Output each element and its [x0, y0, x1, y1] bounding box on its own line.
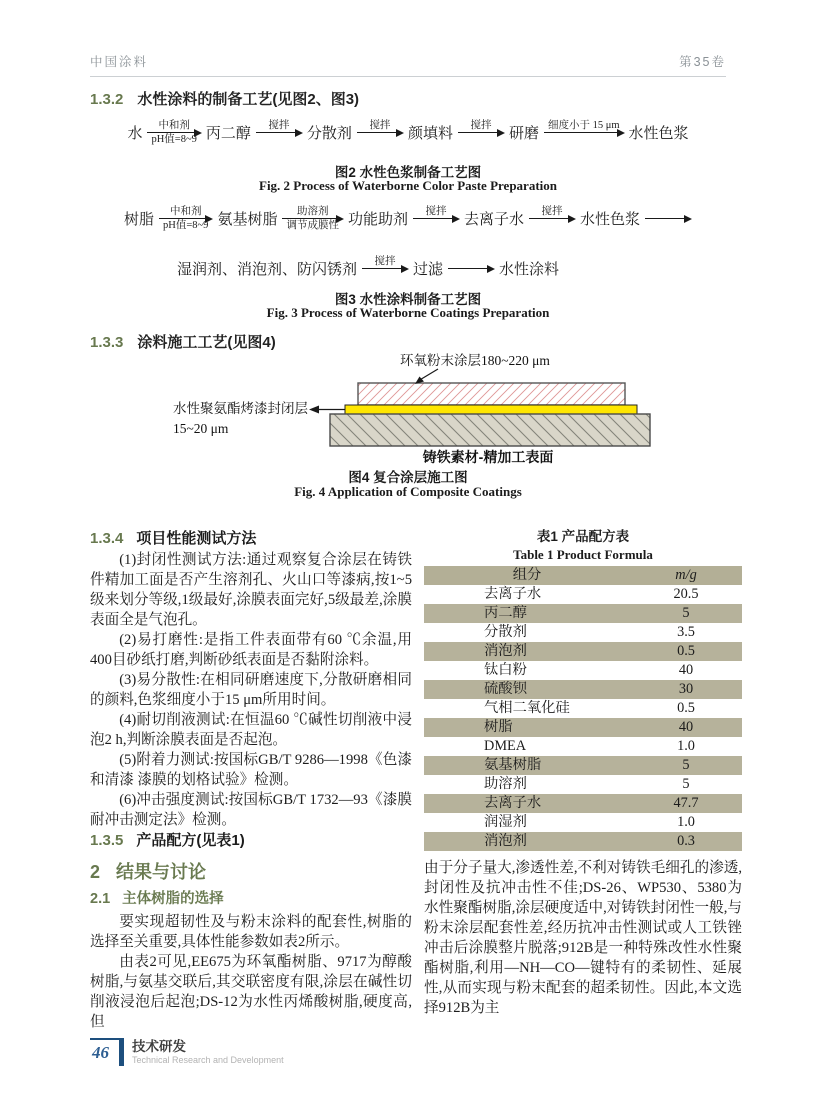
table-header-row — [424, 566, 742, 585]
sealing-layer-thickness: 15~20 μm — [173, 421, 229, 436]
paragraph: (5)附着力测试:按国标GB/T 9286—1998《色漆和清漆 漆膜的划格试验》检测。 — [90, 752, 412, 788]
arrow-line — [362, 268, 402, 269]
component-cell: 树脂 — [484, 719, 513, 735]
arrow-line — [645, 218, 685, 219]
fig4-caption-zh: 图4 复合涂层施工图 — [348, 470, 468, 485]
cast-iron-base — [330, 414, 650, 446]
component-cell: 消泡剂 — [484, 643, 527, 659]
section-number: 2.1 — [90, 891, 111, 907]
mass-cell: 20.5 — [673, 586, 699, 602]
paragraph: 由于分子量大,渗透性差,不利对铸铁毛细孔的渗透,封闭性及抗冲击性不佳;DS-26、WP530、5380为水性聚酯树脂,涂层硬度适中,对铸铁封闭性一般,与粉末涂层配套性差,经历抗冲击性测试或人工铁锉冲击后涂膜整片脱落;912B是一种特殊改性水性聚酯树脂,利用—NH—CO—键特有的柔韧性、延展性,从而实现与粉末配套的超柔韧性。因此,本文选择912B为主 — [424, 860, 742, 1016]
column-header-component: 组分 — [512, 567, 542, 583]
table1-title-zh: 表1 产品配方表 — [536, 529, 630, 544]
footer-department-zh: 技术研发 — [132, 1039, 186, 1054]
table-row — [424, 642, 742, 661]
mass-cell: 40 — [678, 719, 694, 735]
component-cell: 消泡剂 — [484, 833, 527, 849]
component-cell: DMEA — [484, 738, 527, 754]
fig3-caption-en: Fig. 3 Process of Waterborne Coatings Preparation — [266, 305, 550, 320]
footer-divider-bar — [119, 1038, 124, 1066]
epoxy-layer — [358, 383, 625, 405]
mass-cell: 47.7 — [673, 795, 699, 811]
sealing-layer-label: 水性聚氨酯烤漆封闭层 — [173, 401, 308, 416]
epoxy-layer-label: 环氧粉末涂层180~220 μm — [400, 353, 550, 368]
flow-arrow-trailing — [645, 205, 691, 232]
arrow-label-top: 细度小于 15 μm — [547, 120, 620, 131]
product-formula-table — [424, 566, 742, 851]
column-header-mass: m/g — [675, 567, 697, 583]
paragraph: (3)易分散性:在相同研磨速度下,分散研磨相同的颜料,色浆细度小于15 μm所用时间。 — [90, 672, 412, 708]
arrow-label-top: 搅拌 — [425, 206, 447, 217]
component-cell: 丙二醇 — [484, 605, 527, 621]
arrow-label-bottom: pH值=8~9 — [151, 134, 197, 145]
mass-cell: 1.0 — [677, 738, 695, 754]
section-number: 1.3.2 — [90, 91, 124, 108]
flow-arrow — [458, 119, 504, 146]
volume-label: 第35卷 — [679, 55, 726, 69]
component-cell: 钛白粉 — [484, 662, 527, 678]
table-row — [424, 813, 742, 832]
section-heading-21 — [90, 889, 412, 910]
section-number: 1.3.5 — [90, 832, 124, 849]
arrow-label-bottom: 调节成膜性 — [286, 220, 339, 231]
mass-cell: 3.5 — [677, 624, 695, 640]
flow-node: 研磨 — [508, 126, 539, 142]
paragraph: (6)冲击强度测试:按国标GB/T 1732—93《漆膜耐冲击测定法》检测。 — [90, 792, 412, 828]
table-row — [424, 775, 742, 794]
flow-node: 水性色浆 — [628, 126, 689, 142]
section-title: 主体树脂的选择 — [122, 891, 224, 907]
flow-arrow — [147, 119, 200, 146]
footer-department-en: Technical Research and Development — [132, 1055, 284, 1065]
running-head — [90, 52, 726, 77]
flow-arrow — [544, 119, 624, 146]
arrow-label-bottom — [544, 133, 624, 146]
flow-arrow — [159, 205, 212, 232]
right-column — [424, 528, 742, 1018]
journal-name: 中国涂料 — [90, 55, 149, 69]
component-cell: 去离子水 — [484, 795, 542, 811]
flow-arrow — [413, 205, 459, 232]
mass-cell: 0.5 — [677, 643, 695, 659]
paragraph: 由表2可见,EE675为环氧酯树脂、9717为醇酸树脂,与氨基交联后,其交联密度有限,涂层在碱性切削液浸泡后起泡;DS-12为水性丙烯酸树脂,硬度高,但 — [90, 954, 412, 1030]
fig3-flow-diagram-line2 — [175, 255, 561, 282]
flow-node: 颜填料 — [407, 126, 453, 142]
fig2-caption-zh: 图2 水性色浆制备工艺图 — [334, 165, 482, 180]
flow-arrow — [282, 205, 343, 232]
section-heading-2 — [90, 859, 412, 885]
arrow-label-bottom: pH值=8~9 — [163, 220, 209, 231]
flow-arrow — [448, 255, 494, 282]
pointer-arrowhead-left — [309, 406, 319, 414]
arrow-label-top: 搅拌 — [268, 120, 290, 131]
flow-arrow — [529, 205, 575, 232]
component-cell: 氨基树脂 — [484, 757, 542, 773]
fig3-flow-diagram-line1 — [90, 205, 726, 232]
flow-arrow — [362, 255, 408, 282]
table-row — [424, 737, 742, 756]
component-cell: 助溶剂 — [484, 776, 527, 792]
section-title: 涂料施工工艺(见图4) — [137, 334, 276, 351]
flow-node: 去离子水 — [463, 212, 524, 228]
sealing-layer — [345, 405, 637, 414]
mass-cell: 1.0 — [677, 814, 695, 830]
arrow-label-top: 搅拌 — [374, 256, 396, 267]
mass-cell: 0.3 — [677, 833, 695, 849]
flow-node: 分散剂 — [306, 126, 352, 142]
paragraph: (2)易打磨性:是指工件表面带有60 ℃余温,用400目砂纸打磨,判断砂纸表面是否黏附涂料。 — [90, 632, 412, 668]
arrow-line — [357, 132, 397, 133]
section-heading-133 — [90, 331, 276, 352]
left-column — [90, 528, 412, 1032]
table1-title-en: Table 1 Product Formula — [513, 547, 653, 562]
section-number: 2 — [90, 862, 101, 882]
footer-department — [132, 1038, 284, 1066]
page-number: 46 — [90, 1038, 119, 1066]
fig4-caption-en: Fig. 4 Application of Composite Coatings — [294, 484, 522, 499]
component-cell: 润湿剂 — [484, 814, 527, 830]
component-cell: 分散剂 — [484, 624, 527, 640]
mass-cell: 5 — [682, 776, 690, 792]
arrow-line — [529, 218, 569, 219]
component-cell: 去离子水 — [484, 586, 542, 602]
flow-node: 水 — [127, 126, 143, 142]
table-row — [424, 718, 742, 737]
table-row — [424, 680, 742, 699]
table-row — [424, 699, 742, 718]
section-title: 产品配方(见表1) — [136, 832, 245, 849]
component-cell: 气相二氧化硅 — [484, 700, 570, 716]
arrow-line — [159, 218, 206, 219]
component-cell: 硫酸钡 — [484, 681, 527, 697]
flow-node: 功能助剂 — [347, 212, 408, 228]
section-title: 结果与讨论 — [116, 862, 207, 882]
arrow-label-top: 搅拌 — [369, 120, 391, 131]
arrow-label-top: 中和剂 — [169, 206, 202, 217]
mass-cell: 5 — [682, 605, 690, 621]
fig2-flow-diagram — [90, 119, 726, 146]
table-row — [424, 623, 742, 642]
section-heading-134 — [90, 528, 412, 550]
arrow-line — [413, 218, 453, 219]
mass-cell: 0.5 — [677, 700, 695, 716]
flow-arrow — [256, 119, 302, 146]
arrow-line — [458, 132, 498, 133]
page-footer — [90, 1038, 284, 1066]
arrow-line — [147, 132, 194, 133]
table-row — [424, 661, 742, 680]
fig3-caption-zh: 图3 水性涂料制备工艺图 — [334, 292, 482, 307]
section-heading-132 — [90, 88, 359, 109]
flow-node: 氨基树脂 — [217, 212, 278, 228]
cast-iron-label: 铸铁素材-精加工表面 — [422, 449, 554, 465]
arrow-label-top: 搅拌 — [541, 206, 563, 217]
flow-arrow — [357, 119, 403, 146]
arrow-line — [544, 132, 618, 133]
fig4-layer-diagram — [88, 350, 728, 468]
table-row — [424, 794, 742, 813]
table-row — [424, 832, 742, 851]
arrow-label-top: 搅拌 — [470, 120, 492, 131]
section-title: 项目性能测试方法 — [136, 530, 257, 547]
mass-cell: 5 — [682, 757, 690, 773]
flow-node: 水性涂料 — [499, 262, 560, 278]
arrow-line — [256, 132, 296, 133]
paragraph: (1)封闭性测试方法:通过观察复合涂层在铸铁件精加工面是否产生溶剂孔、火山口等漆病,按1~5级来划分等级,1级最好,涂膜表面完好,5级最差,涂膜表面全是气泡孔。 — [90, 552, 412, 628]
fig2-caption-en: Fig. 2 Process of Waterborne Color Paste Preparation — [259, 178, 557, 193]
mass-cell: 30 — [678, 681, 694, 697]
table-row — [424, 585, 742, 604]
table-row — [424, 604, 742, 623]
arrow-label-top: 助溶剂 — [296, 206, 329, 217]
section-heading-135 — [90, 830, 412, 852]
flow-node: 树脂 — [123, 212, 154, 228]
arrow-label-top: 中和剂 — [158, 120, 190, 131]
section-number: 1.3.4 — [90, 530, 124, 547]
arrow-line — [448, 268, 488, 269]
mass-cell: 40 — [678, 662, 694, 678]
table-row — [424, 756, 742, 775]
flow-node: 过滤 — [413, 262, 444, 278]
arrow-line — [282, 218, 337, 219]
flow-node: 湿润剂、消泡剂、防闪锈剂 — [177, 262, 358, 278]
section-number: 1.3.3 — [90, 334, 124, 351]
flow-node: 水性色浆 — [579, 212, 640, 228]
section-title: 水性涂料的制备工艺(见图2、图3) — [137, 91, 360, 108]
paragraph: 要实现超韧性及与粉末涂料的配套性,树脂的选择至关重要,具体性能参数如表2所示。 — [90, 914, 412, 950]
paragraph: (4)耐切削液测试:在恒温60 ℃碱性切削液中浸泡2 h,判断涂膜表面是否起泡。 — [90, 712, 412, 748]
flow-node: 丙二醇 — [205, 126, 251, 142]
